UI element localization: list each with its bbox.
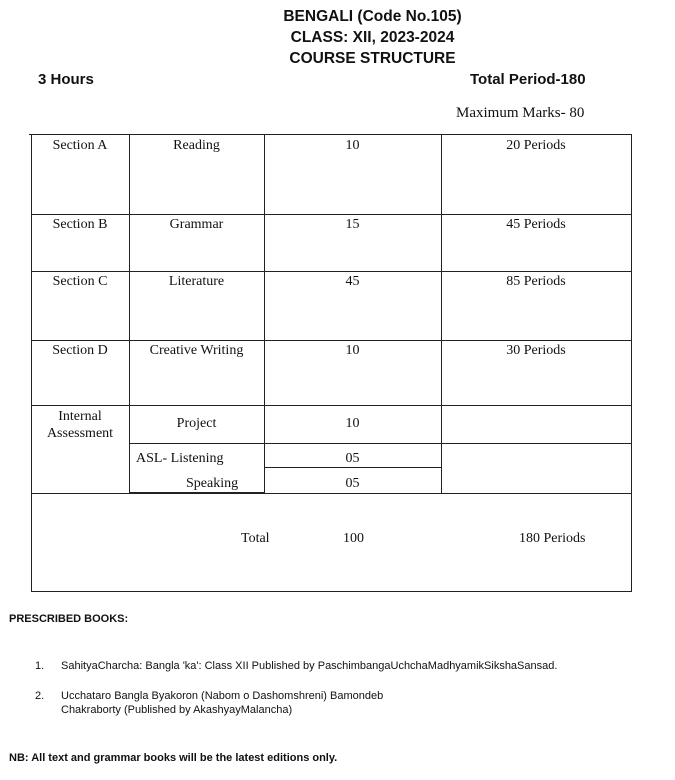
project-marks: 10: [345, 416, 360, 431]
document-title-line1: BENGALI (Code No.105): [283, 8, 462, 25]
document-title-line2: CLASS: XII, 2023-2024: [290, 29, 455, 46]
total-label: Total: [241, 531, 270, 546]
table-row-b-section: Section B: [52, 217, 108, 232]
table-row-a-marks: 10: [345, 138, 360, 153]
speaking-label: Speaking: [186, 476, 239, 491]
table-row-a-topic: Reading: [173, 138, 220, 153]
total-periods: 180 Periods: [519, 531, 586, 546]
internal-assessment-label: [31, 408, 129, 442]
table-row-b-topic: Grammar: [169, 217, 224, 232]
table-row-d-marks: 10: [345, 343, 360, 358]
duration-label: 3 Hours: [38, 71, 94, 88]
table-row-b-periods: 45 Periods: [506, 217, 566, 232]
listening-label: ASL- Listening: [136, 451, 224, 466]
book-item-2-num: 2.: [35, 690, 45, 702]
internal-label-line2: Assessment: [46, 426, 114, 441]
table-row-a-section: Section A: [52, 138, 108, 153]
speaking-marks: 05: [345, 476, 360, 491]
table-row-d-section: Section D: [52, 343, 108, 358]
table-row-c-periods: 85 Periods: [506, 274, 566, 289]
table-row-c-section: Section C: [52, 274, 108, 289]
total-marks: 100: [343, 531, 364, 546]
book-item-2-line1: Ucchataro Bangla Byakoron (Nabom o Dashomshreni) Bamondeb: [61, 690, 384, 702]
max-marks-label: Maximum Marks- 80: [456, 105, 585, 121]
project-label: Project: [176, 416, 217, 431]
table-row-a-periods: 20 Periods: [506, 138, 566, 153]
table-row-b-marks: 15: [345, 217, 360, 232]
total-period-label: Total Period-180: [470, 71, 586, 88]
table-row-d-periods: 30 Periods: [506, 343, 566, 358]
document-title-line3: COURSE STRUCTURE: [289, 50, 456, 67]
table-row-c-marks: 45: [345, 274, 360, 289]
table-row-d-topic: Creative Writing: [149, 343, 244, 358]
listening-marks: 05: [345, 451, 360, 466]
book-item-1-text: SahityaCharcha: Bangla 'ka': Class XII Published by PaschimbangaUchchaMadhyamikSikshaSansad.: [61, 660, 558, 672]
book-item-1-num: 1.: [35, 660, 45, 672]
book-item-2-line2: Chakraborty (Published by AkashyayMalancha): [61, 704, 293, 716]
books-heading: PRESCRIBED BOOKS:: [9, 613, 129, 625]
internal-label-line1: Internal: [58, 409, 102, 424]
table-row-c-topic: Literature: [168, 274, 225, 289]
editions-note: NB: All text and grammar books will be the latest editions only.: [9, 752, 338, 764]
